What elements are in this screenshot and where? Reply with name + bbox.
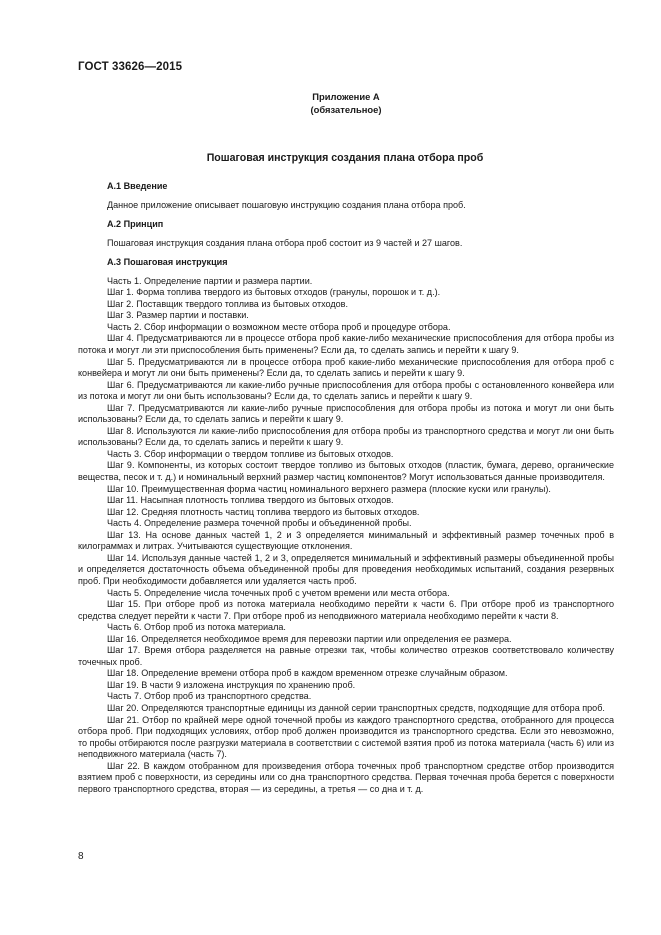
step-item: Шаг 21. Отбор по крайней мере одной точечной пробы из каждого транспортного средства, отобранного для процесса отбора проб. При подходящих условиях, отбор проб должен производится из транспортного средства. Если это невозможно, то пробы отбираются после разгрузки материала в соответствии с системой взятия проб из потока материала (часть 6) или из неподвижного материала (часть 7). bbox=[78, 714, 614, 760]
step-item: Шаг 15. При отборе проб из потока материала необходимо перейти к части 6. При отборе проб из транспортного средства следует перейти к части 7. При отборе проб из неподвижного материала необходимо перейти к части 8. bbox=[78, 599, 614, 621]
step-item: Шаг 7. Предусматриваются ли какие-либо ручные приспособления для отбора пробы из потока и могут ли они быть использованы? Если да, то сделать запись и перейти к шагу 9. bbox=[78, 402, 614, 425]
step-item: Часть 4. Определение размера точечной пробы и объединенной пробы. bbox=[107, 518, 412, 529]
step-item: Часть 7. Отбор проб из транспортного средства. bbox=[107, 691, 312, 702]
step-item: Часть 1. Определение партии и размера партии. bbox=[107, 275, 313, 286]
appendix-heading bbox=[300, 91, 392, 116]
step-item: Шаг 11. Насыпная плотность топлива твердого из бытовых отходов. bbox=[107, 495, 394, 506]
document-body bbox=[78, 181, 614, 795]
section-heading-a1: А.1 Введение bbox=[107, 181, 168, 191]
step-item: Шаг 20. Определяются транспортные единицы из данной серии транспортных средств, подходящие для отбора проб. bbox=[107, 702, 605, 713]
step-item: Шаг 19. В части 9 изложена инструкция по хранению проб. bbox=[107, 679, 356, 690]
step-item: Шаг 8. Используются ли какие-либо приспособления для отбора пробы из транспортного средства и могут ли они быть использованы? Если да, то сделать запись и перейти к шагу 9. bbox=[78, 425, 614, 448]
step-item: Шаг 14. Используя данные частей 1, 2 и 3, определяется минимальный и эффективный размеры объединенной пробы и определяется достаточность объема объединенной пробы для проведения необходимых испытаний, создания резервных проб. При необходимости добавляется или удаляется часть проб. bbox=[78, 552, 614, 586]
step-item: Шаг 13. На основе данных частей 1, 2 и 3 определяется минимальный и эффективный размер точечных проб в килограммах и литрах. Учитываются существующие отклонения. bbox=[78, 529, 614, 552]
section-text-a2: Пошаговая инструкция создания плана отбора проб состоит из 9 частей и 27 шагов. bbox=[107, 237, 463, 248]
appendix-status: (обязательное) bbox=[310, 103, 382, 115]
section-heading-a3: А.3 Пошаговая инструкция bbox=[107, 257, 228, 268]
step-item: Шаг 3. Размер партии и поставки. bbox=[107, 310, 249, 321]
step-item: Часть 2. Сбор информации о возможном месте отбора проб и процедуре отбора. bbox=[107, 321, 451, 332]
appendix-title: Приложение А bbox=[312, 91, 380, 102]
step-item: Шаг 6. Предусматриваются ли какие-либо ручные приспособления для отбора пробы с остановленного конвейера или из потока и могут ли они быть использованы? Если да, то сделать запись и перейти к шагу 9. bbox=[78, 379, 614, 402]
step-item: Шаг 5. Предусматриваются ли в процессе отбора проб какие-либо механические приспособления для отбора проб с конвейера и могут ли они быть применены? Если да, то сделать запись и перейти к шагу 9. bbox=[78, 356, 614, 379]
section-heading-a2: А.2 Принцип bbox=[107, 219, 164, 230]
step-item: Шаг 12. Средняя плотность частиц топлива твердого из бытовых отходов. bbox=[107, 506, 420, 517]
page-number: 8 bbox=[78, 851, 84, 862]
step-item: Шаг 17. Время отбора разделяется на равные отрезки так, чтобы количество отрезков соответствовало количеству точечных проб. bbox=[78, 645, 614, 667]
step-item: Шаг 22. В каждом отобранном для произведения отбора точечных проб транспортном средстве отбор производится взятием проб с поверхности, из середины или со дна транспортного средства. Первая точечная проба берется с поверхности первого транспортного средства, вторая — из середины, а третья — со дна и т. д. bbox=[78, 760, 614, 794]
step-item: Шаг 10. Преимущественная форма частиц номинального верхнего размера (плоские куски или гранулы). bbox=[107, 483, 551, 494]
section-text-a1: Данное приложение описывает пошаговую инструкцию создания плана отбора проб. bbox=[107, 199, 466, 210]
step-item: Шаг 18. Определение времени отбора проб в каждом временном отрезке случайным образом. bbox=[107, 668, 508, 679]
step-item: Шаг 9. Компоненты, из которых состоит твердое топливо из бытовых отходов (пластик, бумага, дерево, органические вещества, песок и т. д.) и номинальный верхний размер частиц компонентов? Могут использоваться данные производителя. bbox=[78, 460, 614, 483]
step-item: Часть 5. Определение числа точечных проб с учетом времени или места отбора. bbox=[107, 587, 450, 598]
step-item: Шаг 1. Форма топлива твердого из бытовых отходов (гранулы, порошок и т. д.). bbox=[107, 287, 441, 298]
standard-header: ГОСТ 33626—2015 bbox=[78, 61, 183, 73]
step-list bbox=[78, 276, 614, 796]
step-item: Часть 3. Сбор информации о твердом топливе из бытовых отходов. bbox=[107, 448, 394, 459]
step-item: Шаг 16. Определяется необходимое время для перевозки партии или определения ее размера. bbox=[107, 633, 512, 644]
step-item: Шаг 2. Поставщик твердого топлива из бытовых отходов. bbox=[107, 298, 348, 309]
step-item: Часть 6. Отбор проб из потока материала. bbox=[107, 622, 286, 633]
main-title: Пошаговая инструкция создания плана отбора проб bbox=[206, 152, 484, 164]
step-item: Шаг 4. Предусматриваются ли в процессе отбора проб какие-либо механические приспособления для отбора пробы из потока и могут ли эти приспособления быть применены? Если да, то сделать запись и перейти к шагу 9. bbox=[78, 333, 614, 356]
